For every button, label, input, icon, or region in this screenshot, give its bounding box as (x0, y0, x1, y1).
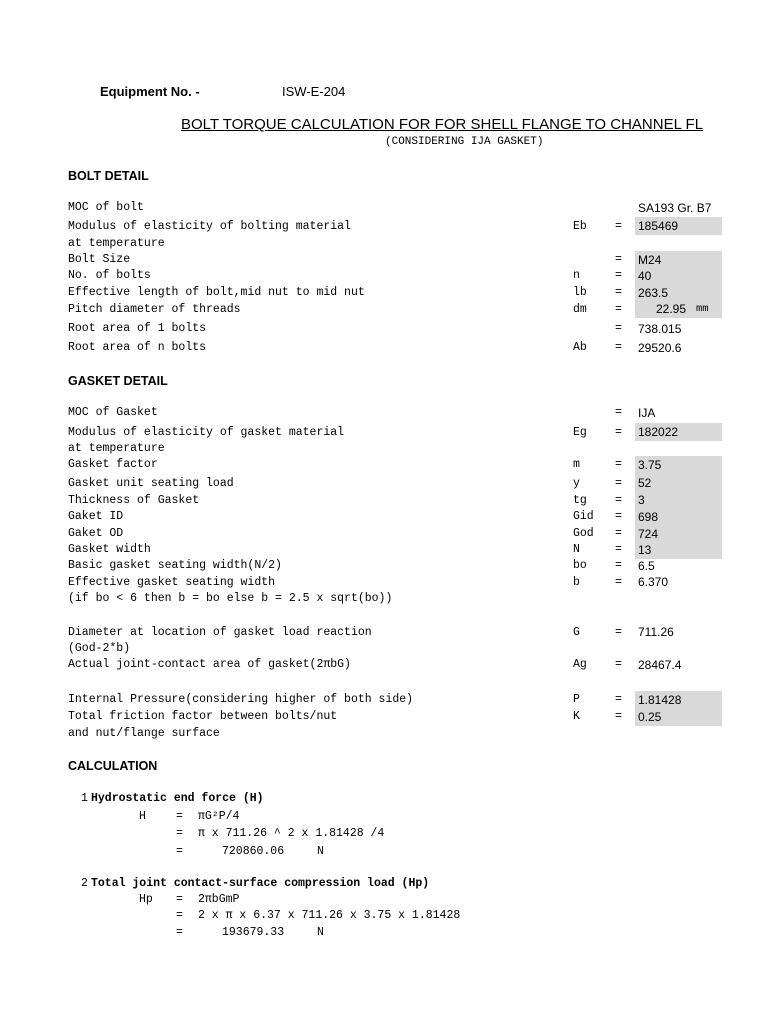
effective-seating-width-equals: = (615, 576, 622, 589)
gasket-moc-value: IJA (638, 406, 656, 420)
gasket-id-symbol: Gid (573, 510, 594, 523)
contact-area-symbol: Ag (573, 658, 587, 671)
root-area-n-symbol: Ab (573, 341, 587, 354)
bolt-moc-label: MOC of bolt (68, 201, 144, 214)
eb-label: Modulus of elasticity of bolting material (68, 220, 351, 233)
contact-area-value: 28467.4 (638, 658, 682, 672)
gasket-detail-heading: GASKET DETAIL (68, 374, 168, 388)
calc-item-2-symbol: Hp (139, 893, 153, 906)
bolt-count-value: 40 (635, 267, 722, 285)
root-area-one-label: Root area of 1 bolts (68, 322, 207, 335)
calc-item-1-unit: N (317, 845, 324, 858)
gasket-od-value: 724 (635, 525, 722, 543)
pitch-diameter-value: 22.95 (635, 300, 690, 318)
gasket-reaction-diameter-label: Diameter at location of gasket load reaction (68, 626, 372, 639)
gasket-moc-equals: = (615, 406, 622, 419)
gasket-factor-equals: = (615, 458, 622, 471)
eg-label: Modulus of elasticity of gasket material (68, 426, 345, 439)
friction-factor-label-2: and nut/flange surface (68, 727, 220, 740)
pitch-diameter-unit: mm (690, 300, 722, 318)
gasket-factor-symbol: m (573, 458, 580, 471)
contact-area-equals: = (615, 658, 622, 671)
equipment-label: Equipment No. - (100, 84, 200, 99)
equipment-number: ISW-E-204 (282, 84, 346, 99)
gasket-thickness-label: Thickness of Gasket (68, 494, 200, 507)
calc-item-1-eq-3: = (176, 845, 183, 858)
bolt-size-value: M24 (635, 251, 722, 269)
root-area-n-equals: = (615, 341, 622, 354)
gasket-reaction-diameter-label-2: (God-2*b) (68, 642, 131, 655)
friction-factor-equals: = (615, 710, 622, 723)
gasket-factor-value: 3.75 (635, 456, 722, 474)
calc-item-1-formula: πG²P/4 (198, 810, 240, 823)
gasket-factor-label: Gasket factor (68, 458, 158, 471)
bolt-length-symbol: lb (573, 286, 587, 299)
calc-item-2-result: 193679.33 (222, 926, 285, 939)
internal-pressure-symbol: P (573, 693, 580, 706)
eg-equals: = (615, 426, 622, 439)
gasket-id-label: Gaket ID (68, 510, 124, 523)
calc-item-1-symbol: H (139, 810, 146, 823)
bolt-detail-heading: BOLT DETAIL (68, 169, 149, 183)
calc-item-1-eq-1: = (176, 810, 183, 823)
friction-factor-symbol: K (573, 710, 580, 723)
friction-factor-label: Total friction factor between bolts/nut (68, 710, 338, 723)
calc-item-2-title: Total joint contact-surface compression load (Hp) (91, 877, 430, 890)
eb-value: 185469 (635, 217, 722, 235)
calc-item-2-eq-2: = (176, 909, 183, 922)
calc-item-1-number: 1 (81, 792, 88, 805)
gasket-od-symbol: God (573, 527, 594, 540)
effective-seating-width-symbol: b (573, 576, 580, 589)
eg-label-2: at temperature (68, 442, 165, 455)
calc-item-1-title: Hydrostatic end force (H) (91, 792, 264, 805)
seating-load-label: Gasket unit seating load (68, 477, 234, 490)
gasket-thickness-equals: = (615, 494, 622, 507)
pitch-diameter-symbol: dm (573, 303, 587, 316)
seating-load-value: 52 (635, 474, 722, 492)
seating-load-symbol: y (573, 477, 580, 490)
eg-symbol: Eg (573, 426, 587, 439)
gasket-moc-label: MOC of Gasket (68, 406, 158, 419)
bolt-size-label: Bolt Size (68, 253, 131, 266)
pitch-diameter-equals: = (615, 303, 622, 316)
gasket-reaction-diameter-value: 711.26 (638, 625, 674, 639)
effective-seating-width-value: 6.370 (638, 575, 669, 589)
gasket-reaction-diameter-symbol: G (573, 626, 580, 639)
basic-seating-width-value: 6.5 (638, 559, 655, 573)
gasket-od-equals: = (615, 527, 622, 540)
calc-item-2-eq-1: = (176, 893, 183, 906)
eb-symbol: Eb (573, 220, 587, 233)
seating-load-equals: = (615, 477, 622, 490)
root-area-n-label: Root area of n bolts (68, 341, 207, 354)
internal-pressure-equals: = (615, 693, 622, 706)
bolt-count-label: No. of bolts (68, 269, 151, 282)
page-title: BOLT TORQUE CALCULATION FOR FOR SHELL FLANGE TO CHANNEL FL (181, 116, 704, 133)
calc-item-1-result: 720860.06 (222, 845, 285, 858)
friction-factor-value: 0.25 (635, 708, 722, 726)
seating-width-note: (if bo < 6 then b = bo else b = 2.5 x sqrt(bo)) (68, 592, 393, 605)
gasket-id-value: 698 (635, 508, 722, 526)
effective-seating-width-label: Effective gasket seating width (68, 576, 276, 589)
calc-item-2-eq-3: = (176, 926, 183, 939)
gasket-id-equals: = (615, 510, 622, 523)
root-area-n-value: 29520.6 (638, 341, 682, 355)
calculation-heading: CALCULATION (68, 759, 158, 773)
bolt-count-symbol: n (573, 269, 580, 282)
bolt-length-value: 263.5 (635, 284, 722, 302)
eg-value: 182022 (635, 423, 722, 441)
bolt-count-equals: = (615, 269, 622, 282)
basic-seating-width-label: Basic gasket seating width(N/2) (68, 559, 282, 572)
calc-item-2-unit: N (317, 926, 324, 939)
gasket-width-value: 13 (635, 541, 722, 559)
gasket-width-equals: = (615, 543, 622, 556)
calc-item-2-number: 2 (81, 877, 88, 890)
basic-seating-width-symbol: bo (573, 559, 587, 572)
page-subtitle: (CONSIDERING IJA GASKET) (385, 136, 544, 148)
gasket-od-label: Gaket OD (68, 527, 124, 540)
gasket-width-symbol: N (573, 543, 580, 556)
gasket-width-label: Gasket width (68, 543, 151, 556)
calc-item-1-substitution: π x 711.26 ^ 2 x 1.81428 /4 (198, 827, 385, 840)
internal-pressure-value: 1.81428 (635, 691, 722, 709)
calc-item-2-substitution: 2 x π x 6.37 x 711.26 x 3.75 x 1.81428 (198, 909, 461, 922)
calc-item-2-formula: 2πbGmP (198, 893, 240, 906)
calc-item-1-eq-2: = (176, 827, 183, 840)
eb-label-2: at temperature (68, 237, 165, 250)
bolt-length-label: Effective length of bolt,mid nut to mid nut (68, 286, 365, 299)
gasket-thickness-value: 3 (635, 491, 722, 509)
gasket-reaction-diameter-equals: = (615, 626, 622, 639)
internal-pressure-label: Internal Pressure(considering higher of both side) (68, 693, 414, 706)
bolt-length-equals: = (615, 286, 622, 299)
basic-seating-width-equals: = (615, 559, 622, 572)
contact-area-label: Actual joint-contact area of gasket(2πbG) (68, 658, 351, 671)
bolt-moc-value: SA193 Gr. B7 (638, 201, 712, 215)
gasket-thickness-symbol: tg (573, 494, 587, 507)
root-area-one-equals: = (615, 322, 622, 335)
root-area-one-value: 738.015 (638, 322, 682, 336)
pitch-diameter-label: Pitch diameter of threads (68, 303, 241, 316)
bolt-size-equals: = (615, 253, 622, 266)
eb-equals: = (615, 220, 622, 233)
